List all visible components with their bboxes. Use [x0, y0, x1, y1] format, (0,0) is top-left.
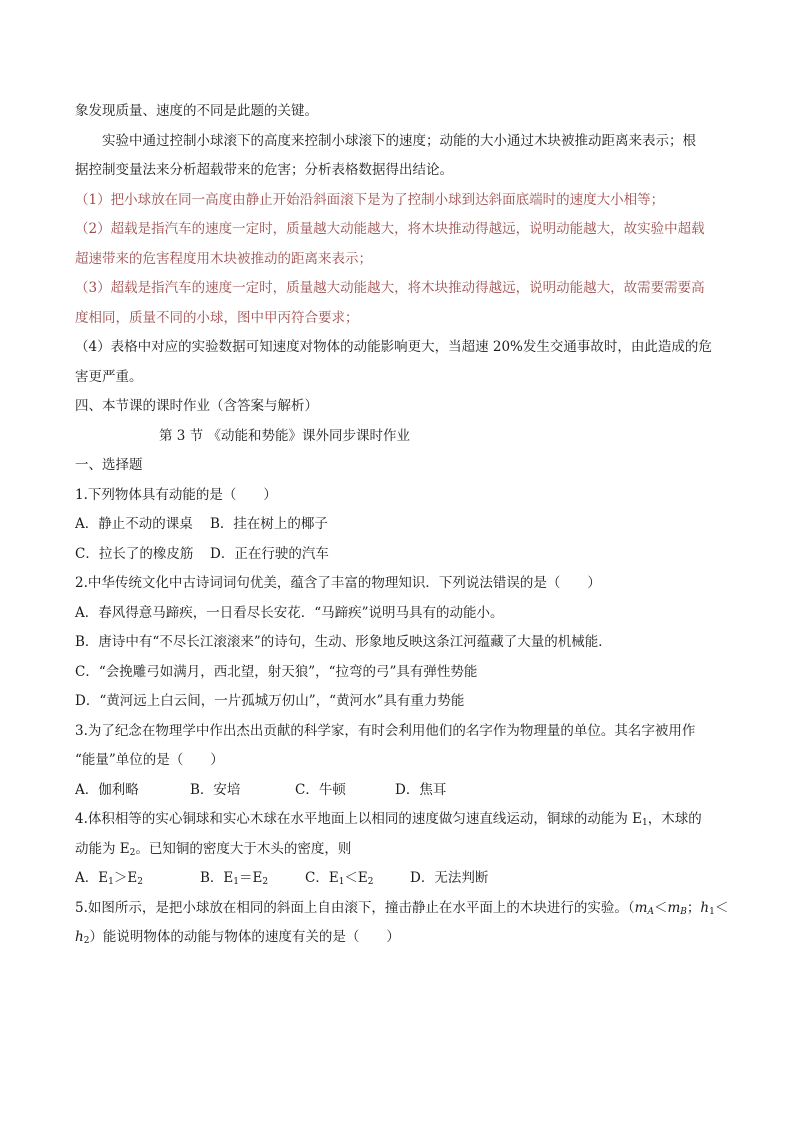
q5-op: ＜ [714, 899, 729, 916]
q4-option-b [200, 864, 305, 894]
answer-4-line-2: 害更严重。 [75, 368, 143, 385]
intro-line-3: 据控制变量法来分析超载带来的危害；分析表格数据得出结论。 [75, 162, 453, 178]
q5-stem-line-1 [75, 894, 729, 924]
part-heading: 一、选择题 [75, 457, 143, 473]
q5-stem-text: 5.如图所示，是把小球放在相同的斜面上自由滚下，撞击静止在水平面上的木块进行的实验。（ [75, 899, 635, 916]
q3-option-b: B．安培 [190, 781, 241, 798]
q1-options-row-2 [75, 540, 725, 570]
subscript: 1 [709, 906, 715, 917]
q1-option-b: B．挂在树上的椰子 [210, 516, 328, 532]
q4-option-text: ＞E [113, 870, 138, 886]
subscript: 1 [642, 818, 648, 828]
q4-option-text: ＜E [344, 870, 368, 886]
subscript: 2 [367, 877, 374, 887]
subscript: 2 [129, 847, 136, 858]
q1-options-row-1 [75, 510, 725, 540]
q3-option-d: D．焦耳 [395, 781, 447, 798]
q1-option-a: A．静止不动的课桌 [75, 516, 193, 532]
q4-options [75, 864, 725, 894]
q2-option-a: A．春风得意马蹄疾，一日看尽长安花．“马蹄疾”说明马具有的动能小。 [75, 604, 504, 621]
q4-option-a [75, 864, 200, 894]
q4-stem-text: 4.体积相等的实心铜球和实心木球在水平地面上以相同的速度做匀速直线运动，铜球的动能为 E [75, 811, 643, 827]
q4-option-text: C．E [305, 870, 339, 886]
answer-2-line-2: 超速带来的危害程度用木块被推动的距离来表示； [75, 250, 372, 267]
answer-4-line-1: （4）表格中对应的实验数据可知速度对物体的动能影响更大，当超速 20%发生交通事故时，由此造成的危 [75, 339, 712, 355]
work-title: 第 3 节 《动能和势能》课外同步课时作业 [159, 427, 410, 444]
q1-stem: 1.下列物体具有动能的是（ ） [75, 486, 277, 503]
answer-3-line-2: 度相同，质量不同的小球，图中甲丙符合要求； [75, 309, 359, 326]
q4-stem-line-1 [75, 805, 725, 835]
q4-stem-text: ，木球的 [647, 811, 702, 827]
q2-option-c: C．“会挽雕弓如满月，西北望，射天狼”，“拉弯的弓”具有弹性势能 [75, 663, 478, 680]
section-heading: 四、本节课的课时作业（含答案与解析） [75, 398, 318, 414]
answer-3-line-1: （3）超载是指汽车的速度一定时，质量越大动能越大，将木块推动得越远，说明动能越大，故需要需要高 [75, 280, 705, 296]
q2-option-b: B．唐诗中有“不尽长江滚滚来”的诗句，生动、形象地反映这条江河蕴藏了大量的机械能． [75, 634, 612, 650]
answer-1: （1）把小球放在同一高度由静止开始沿斜面滚下是为了控制小球到达斜面底端时的速度大小相等； [75, 191, 665, 208]
q2-option-d: D．“黄河远上白云间，一片孤城万仞山”，“黄河水”具有重力势能 [75, 693, 465, 709]
q3-options [75, 776, 725, 806]
answer-2-line-1: （2）超载是指汽车的速度一定时，质量越大动能越大，将木块推动得越远，说明动能越大，故实验中超载 [75, 221, 705, 237]
document-body [75, 97, 729, 953]
q5-var: m [634, 899, 648, 916]
q5-op: ； [686, 899, 701, 916]
q1-option-c: C．拉长了的橡皮筋 [75, 545, 194, 562]
q5-var: m [667, 899, 681, 916]
q2-stem: 2.中华传统文化中古诗词词句优美，蕴含了丰富的物理知识．下列说法错误的是（ ） [75, 575, 601, 591]
q4-stem-line-2 [75, 835, 725, 865]
subscript: A [647, 906, 654, 917]
q5-var: h [75, 929, 84, 945]
q1-option-d: D．正在行驶的汽车 [210, 545, 329, 562]
q4-option-d: D．无法判断 [410, 870, 489, 886]
q5-stem-text: ）能说明物体的动能与物体的速度有关的是（ ） [89, 929, 400, 945]
q5-var: h [700, 899, 710, 916]
subscript: B [680, 906, 687, 917]
intro-line-1: 象发现质量、速度的不同是此题的关键。 [75, 103, 318, 119]
q3-option-c: C．牛顿 [295, 781, 346, 798]
subscript: 1 [108, 877, 114, 887]
subscript: 2 [262, 877, 269, 887]
subscript: 1 [338, 877, 345, 887]
q4-option-c [305, 864, 410, 894]
subscript: 1 [233, 877, 240, 887]
q3-option-a: A．伽利略 [75, 781, 139, 798]
intro-line-2: 实验中通过控制小球滚下的高度来控制小球滚下的速度；动能的大小通过木块被推动距离来表示；根 [102, 132, 696, 149]
subscript: 2 [137, 877, 143, 887]
q4-stem-text: 。已知铜的密度大于木头的密度，则 [135, 840, 352, 857]
q4-stem-text: 动能为 E [75, 840, 130, 857]
q4-option-text: ＝E [239, 870, 263, 886]
q4-option-text: B．E [200, 870, 234, 886]
q4-option-text: A．E [75, 870, 109, 886]
q5-stem-line-2 [75, 923, 725, 953]
q5-op: ＜ [653, 899, 668, 916]
q3-stem-line-2: “能量”单位的是（ ） [75, 752, 224, 768]
q3-stem-line-1: 3.为了纪念在物理学中作出杰出贡献的科学家，有时会利用他们的名字作为物理量的单位。其名字被用作 [75, 722, 696, 739]
subscript: 2 [83, 936, 90, 946]
